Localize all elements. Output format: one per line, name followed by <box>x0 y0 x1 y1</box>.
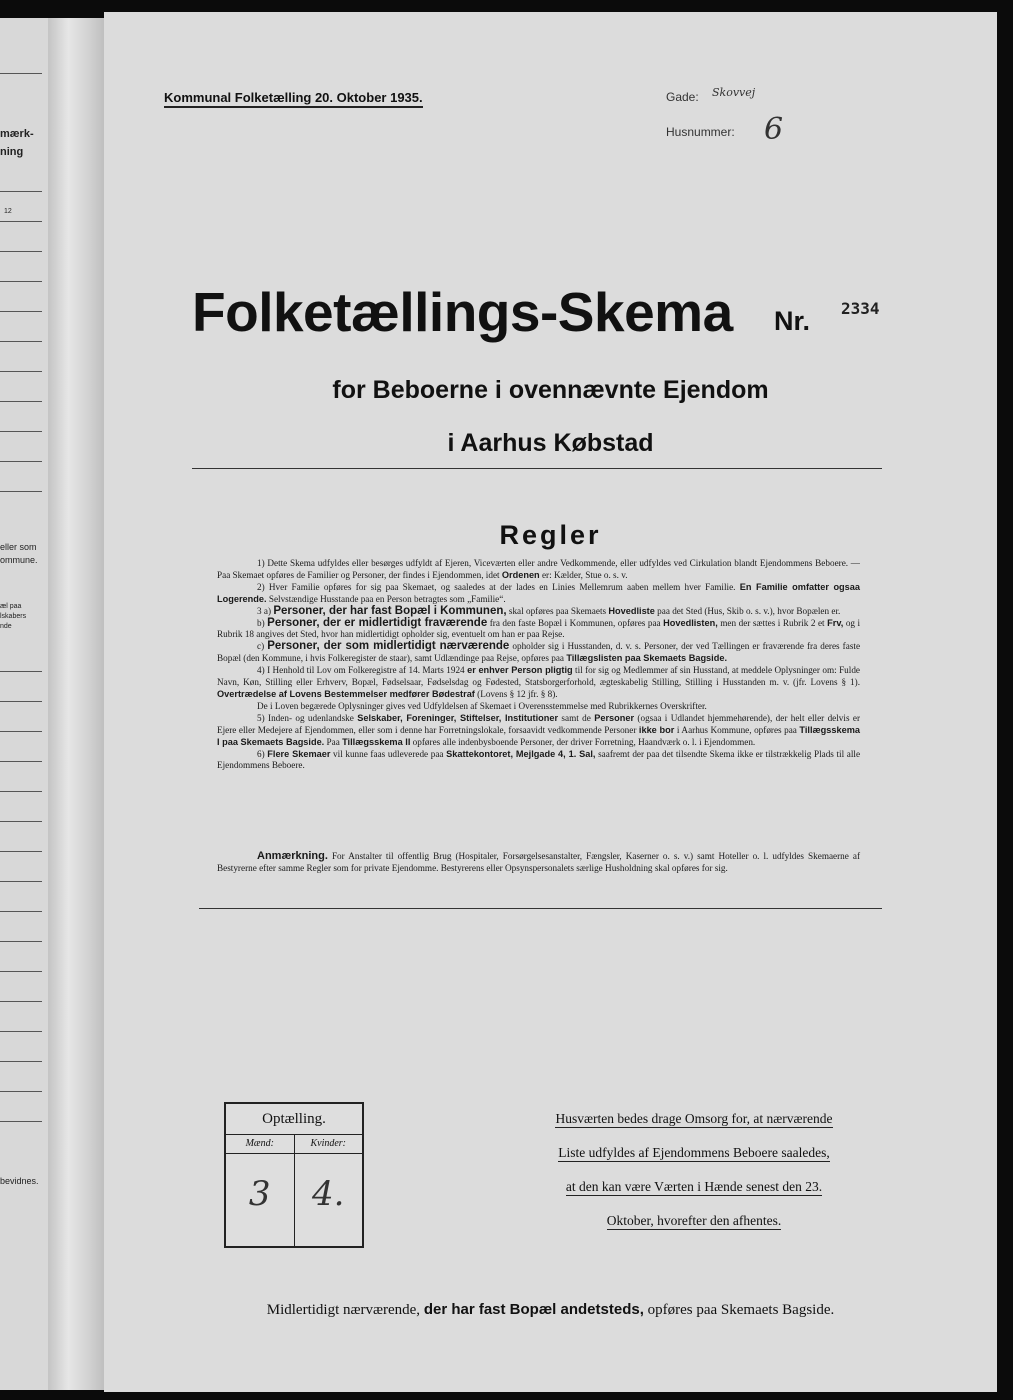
divider-line <box>199 908 882 909</box>
book-spine <box>48 18 106 1390</box>
left-rule <box>0 341 42 342</box>
census-title: Kommunal Folketælling 20. Oktober 1935. <box>164 90 423 108</box>
tally-box <box>224 1102 364 1248</box>
tally-women-value: 4. <box>312 1174 345 1214</box>
left-rule <box>0 701 42 702</box>
rule-4: 4) I Henhold til Lov om Folkeregistre af 14. Marts 1924 er enhver Person pligtig til for sig og Medlemmer af sin Husstand, at meddele Oplysninger om: Fulde Navn, Køn, Stilling eller Erhverv, Bopæl, Fødselsaar, Fødselsdag og Fødested, Statsborgerforhold, ægteskabelig Stilling, Stilling i Husstanden m. v. (jfr. Lovens § 1). Overtrædelse af Lovens Bestemmelser medfører Bødestraf (Lovens § 12 jfr. § 8). <box>217 665 861 699</box>
rule-6: 6) Flere Skemaer vil kunne faas udleverede paa Skattekontoret, Mejlgade 4, 1. Sal, saafremt der paa det tilsendte Skema ikke er tilstrækkelig Plads til alle Ejendommens Beboere. <box>217 748 861 771</box>
rule-5: 5) Inden- og udenlandske Selskaber, Foreninger, Stiftelser, Institutioner samt de Personer (ogsaa i Udlandet hjemmehørende), der helt eller delvis er Ejere eller Medejere af Ejendommen, eller som i denne har Forretningslokale, forsaavidt vedkommende Personer ikke bor i Aarhus Kommune, opføres paa Tillægsskema I paa Skemaets Bagside. Paa Tillægsskema II opføres alle indenbysboende Personer, der driver Forretning, Haandværk o. l. i Ejendommen. <box>217 712 861 747</box>
left-rule <box>0 221 42 222</box>
rules-text <box>217 558 860 772</box>
notice-line: Liste udfyldes af Ejendommens Beboere saaledes, <box>558 1145 830 1160</box>
notice-line: Husværten bedes drage Omsorg for, at nærværende <box>555 1111 833 1126</box>
tally-men-column <box>226 1135 294 1246</box>
tally-women-label: Kvinder: <box>295 1135 363 1154</box>
left-fragment-text: æl paa <box>0 603 22 610</box>
notice-line: Oktober, hvorefter den afhentes. <box>606 1213 782 1228</box>
tally-title: Optælling. <box>226 1104 362 1135</box>
gade-value: Skovvej <box>712 86 756 99</box>
rule-2: 2) Hver Familie opføres for sig paa Skemaet, og saaledes at der lades en Linies Mellemrum aaben mellem hver Familie. En Familie omfatter ogsaa Logerende. Selvstændige Husstande paa en Person betragtes som „Familie“. <box>217 581 860 604</box>
left-rule <box>0 851 42 852</box>
left-rule <box>0 821 42 822</box>
left-fragment-text: eller som <box>0 542 37 552</box>
left-fragment-text: mærk- <box>0 128 34 140</box>
note-label: Anmærkning. <box>257 850 328 862</box>
left-rule <box>0 281 42 282</box>
left-fragment-text: ommune. <box>0 555 38 565</box>
left-rule <box>0 251 42 252</box>
left-rule <box>0 1091 42 1092</box>
left-fragment-text: nde <box>0 623 12 630</box>
rule-3a: 3 a) Personer, der har fast Bopæl i Kommunen, skal opføres paa Skemaets Hovedliste paa det Sted (Hus, Skib o. s. v.), hvor Bopælen er. <box>257 604 841 617</box>
tally-men-label: Mænd: <box>226 1135 294 1154</box>
footer-note: Midlertidigt nærværende, der har fast Bopæl andetsteds, opføres paa Skemaets Bagside. <box>266 1301 835 1318</box>
left-rule <box>0 941 42 942</box>
husnummer-label: Husnummer: <box>666 125 735 139</box>
form-subtitle-city: i Aarhus Købstad <box>447 429 654 457</box>
tally-men-value: 3 <box>248 1174 271 1214</box>
divider-line <box>192 468 882 469</box>
left-rule <box>0 73 42 74</box>
left-rule <box>0 731 42 732</box>
left-rule <box>0 791 42 792</box>
left-rule <box>0 761 42 762</box>
census-form-page <box>104 12 997 1392</box>
form-title: Folketællings-Skema <box>192 281 733 343</box>
rule-4b: De i Loven begærede Oplysninger gives ved Udfyldelsen af Skemaet i Overensstemmelse med Rubrikkernes Overskrifter. <box>257 700 707 711</box>
notice-line: at den kan være Værten i Hænde senest den 23. <box>565 1179 823 1194</box>
left-rule <box>0 1031 42 1032</box>
form-number-stamp: 2334 <box>841 299 880 318</box>
left-fragment-text: ning <box>0 146 24 158</box>
left-rule <box>0 1001 42 1002</box>
gade-label: Gade: <box>666 90 699 104</box>
left-rule <box>0 461 42 462</box>
left-rule <box>0 191 42 192</box>
left-fragment-text: 12 <box>4 208 12 215</box>
left-fragment-text: bevidnes. <box>0 1176 39 1186</box>
left-rule <box>0 671 42 672</box>
note-paragraph <box>217 850 860 874</box>
left-rule <box>0 491 42 492</box>
rules-heading: Regler <box>499 520 602 550</box>
left-rule <box>0 971 42 972</box>
landlord-notice <box>524 1102 864 1238</box>
rule-1: 1) Dette Skema udfyldes eller besørges udfyldt af Ejeren, Viceværten eller andre Vedkommende, eller udfyldes ved Cirkulation blandt Ejendommens Beboere. — Paa Skemaet opføres de Familier og Personer, der findes i Ejendommen, idet Ordenen er: Kælder, Stue o. s. v. <box>217 558 860 580</box>
left-rule <box>0 371 42 372</box>
left-rule <box>0 911 42 912</box>
form-number-label: Nr. <box>774 306 811 336</box>
left-rule <box>0 881 42 882</box>
left-rule <box>0 1121 42 1122</box>
note-text: For Anstalter til offentlig Brug (Hospitaler, Forsørgelsesanstalter, Fængsler, Kaserner o. s. v.) samt Hoteller o. l. udfyldes Skemaerne af Bestyrerne efter samme Regler som for private Ejendomme. Bestyrerens eller Opsynspersonalets særlige Husholdning skal opføres for sig. <box>217 851 861 873</box>
left-rule <box>0 431 42 432</box>
left-rule <box>0 311 42 312</box>
husnummer-value: 6 <box>764 112 784 147</box>
left-fragment-text: lskabers <box>0 613 27 620</box>
rule-3b: b) Personer, der er midlertidigt fraværende fra den faste Bopæl i Kommunen, opføres paa Hovedlisten, men der sættes i Rubrik 2 et Frv, og i Rubrik 18 angives det Sted, hvor han midlertidigt opholder sig, eventuelt om han er paa Rejse. <box>217 616 861 640</box>
form-subtitle: for Beboerne i ovennævnte Ejendom <box>332 376 769 404</box>
left-rule <box>0 1061 42 1062</box>
rule-3c: c) Personer, der som midlertidigt nærværende opholder sig i Husstanden, d. v. s. Personer, der ved Tællingen er fraværende fra deres faste Bopæl (den Kommune, i hvis Folkeregister de staar), samt Udlændinge paa Rejse, opføres paa Tillægslisten paa Skemaets Bagside. <box>217 640 861 664</box>
left-rule <box>0 401 42 402</box>
tally-women-column <box>294 1135 363 1246</box>
